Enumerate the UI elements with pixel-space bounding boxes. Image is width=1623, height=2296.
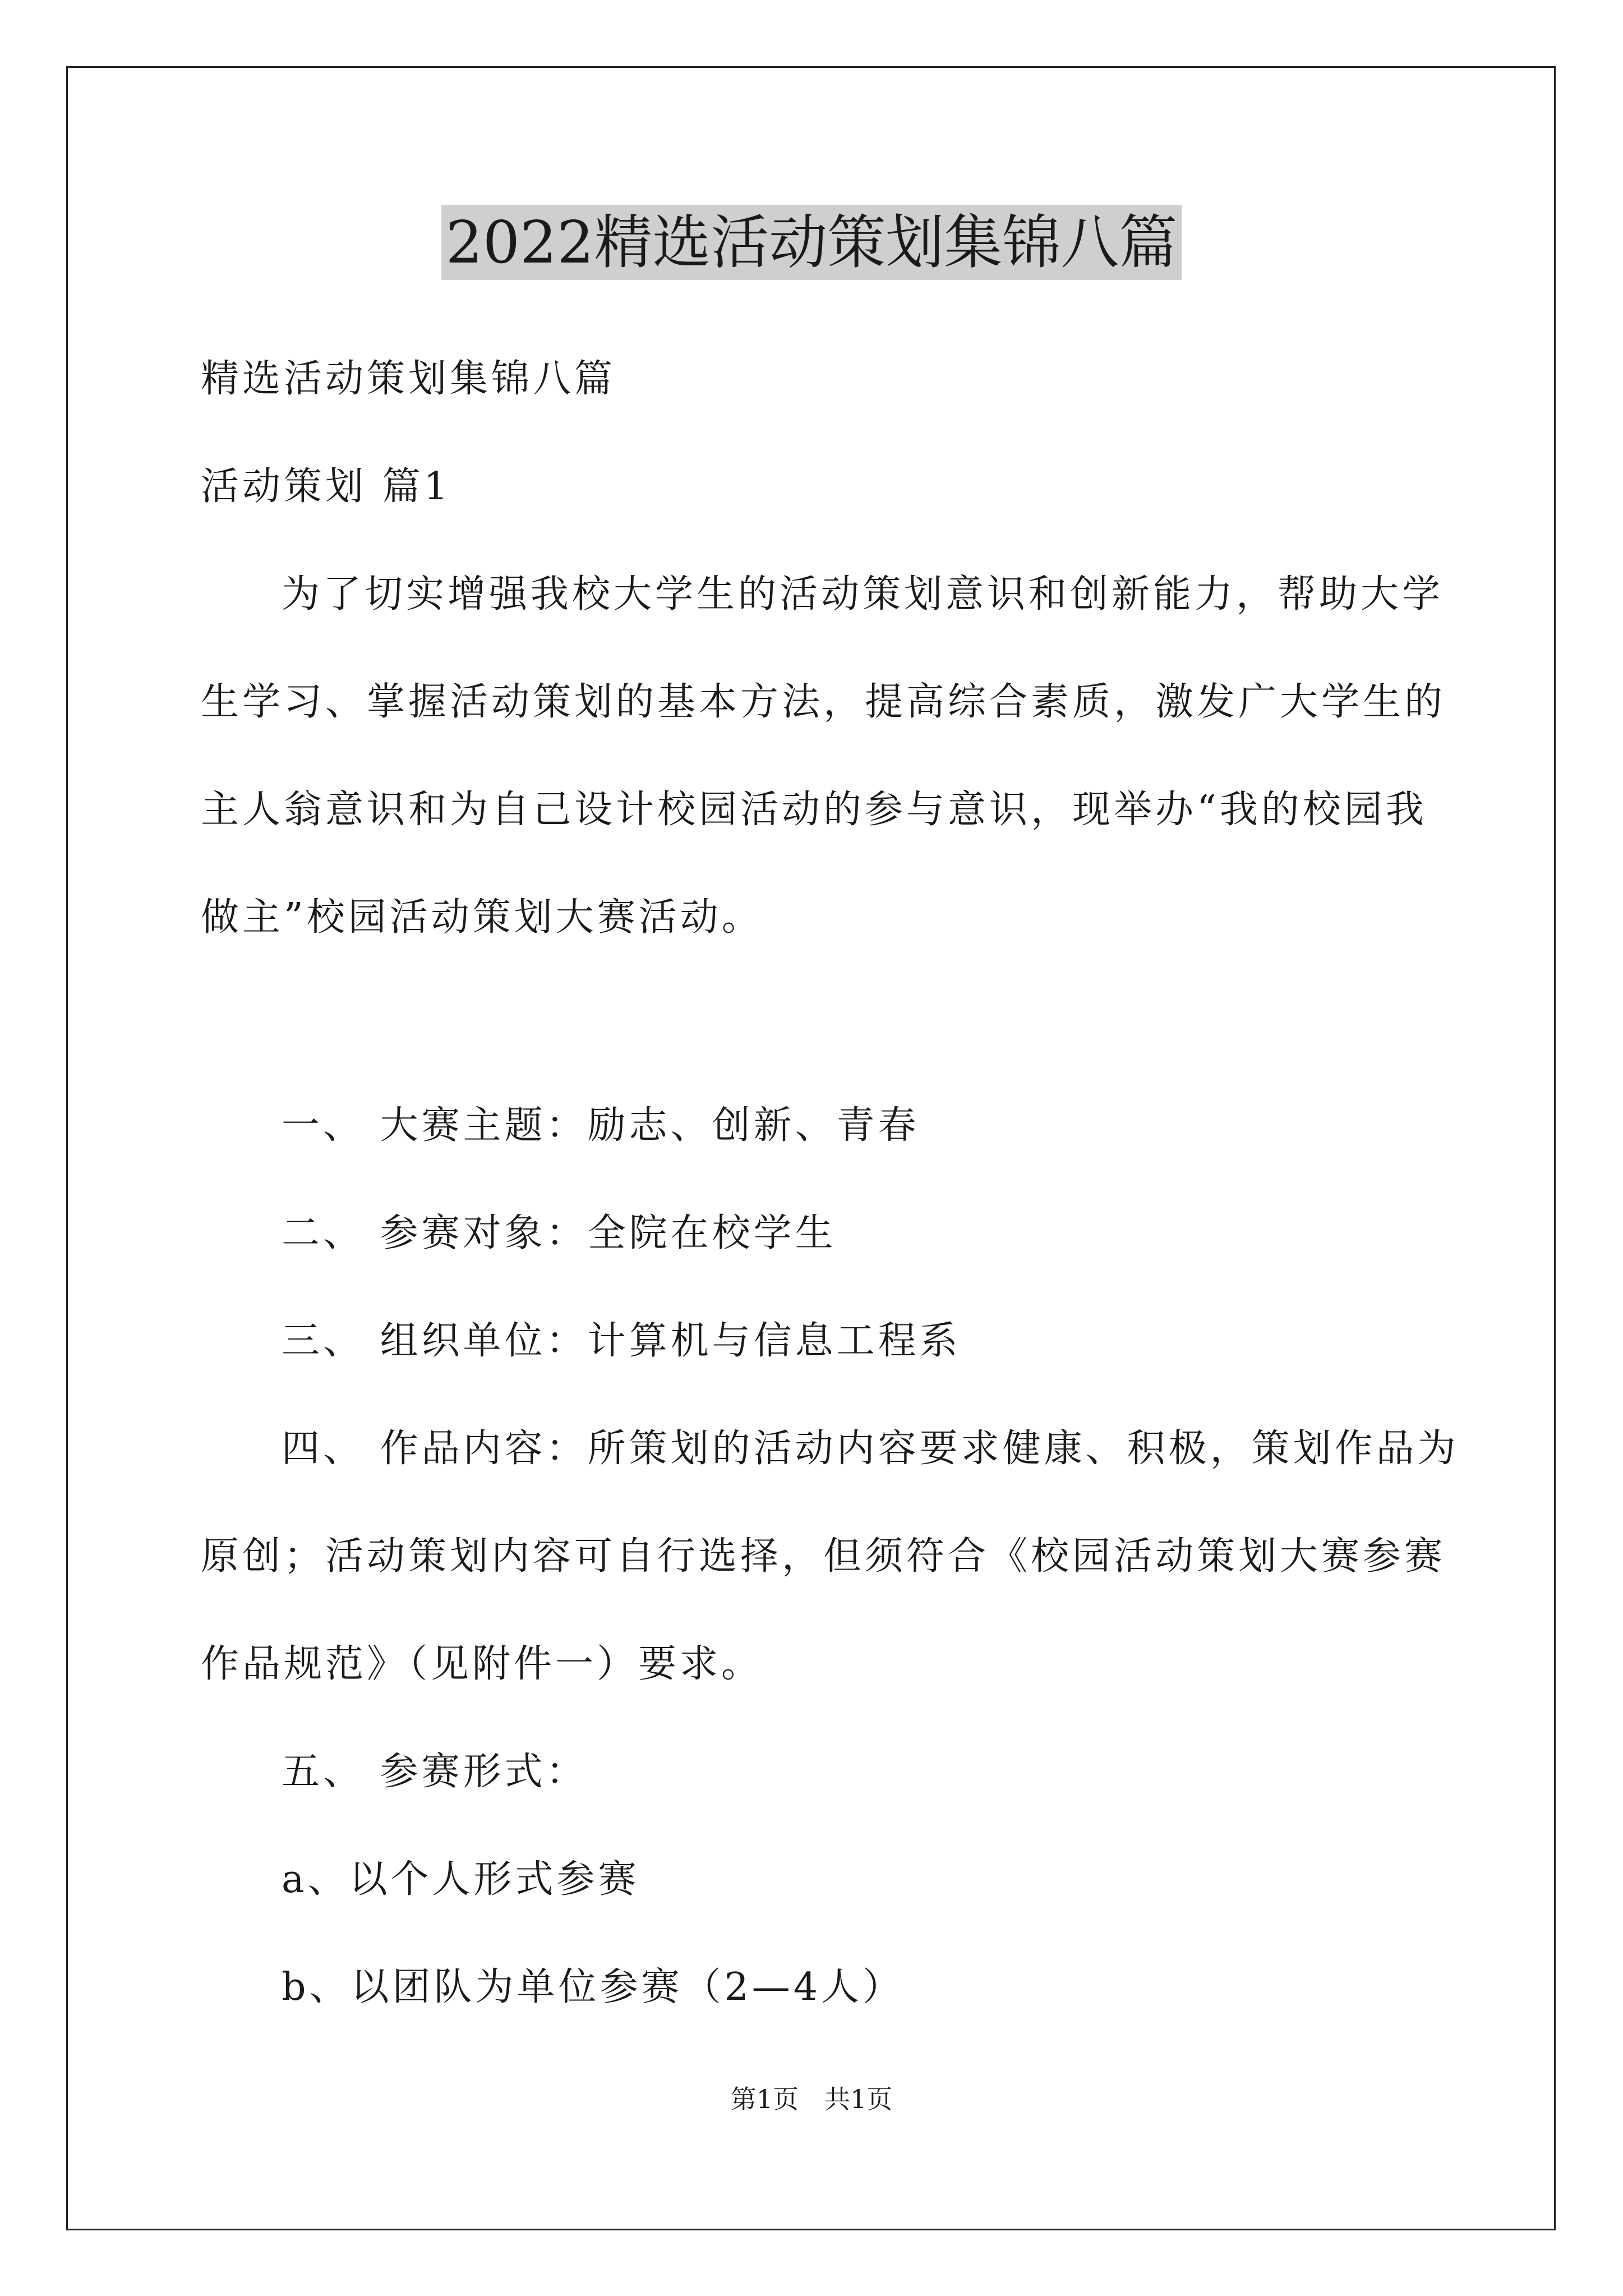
paragraph-line: 主人翁意识和为自己设计校园活动的参与意识，现举办“我的校园我 xyxy=(201,788,1427,832)
list-item-participants: 二、 参赛对象：全院在校学生 xyxy=(282,1211,837,1255)
subtitle: 精选活动策划集锦八篇 xyxy=(201,357,616,401)
list-item-theme: 一、 大赛主题：励志、创新、青春 xyxy=(282,1103,920,1148)
paragraph-line: 做主”校园活动策划大赛活动。 xyxy=(201,895,763,940)
list-item-organizer: 三、 组织单位：计算机与信息工程系 xyxy=(282,1319,961,1363)
list-item-team: b、以团队为单位参赛（2—4人） xyxy=(282,1965,905,2009)
list-item-individual: a、以个人形式参赛 xyxy=(282,1857,640,1902)
page-footer: 第1页 共1页 xyxy=(730,2084,893,2114)
paragraph-line: 作品规范》（见附件一）要求。 xyxy=(201,1642,763,1686)
list-item-format: 五、 参赛形式： xyxy=(282,1750,588,1794)
paragraph-line: 原创；活动策划内容可自行选择，但须符合《校园活动策划大赛参赛 xyxy=(201,1534,1446,1579)
document-title xyxy=(0,203,1623,282)
list-item-content: 四、 作品内容：所策划的活动内容要求健康、积极，策划作品为 xyxy=(282,1427,1459,1471)
paragraph-line: 为了切实增强我校大学生的活动策划意识和创新能力，帮助大学 xyxy=(282,572,1444,616)
section-heading: 活动策划 篇1 xyxy=(201,464,451,509)
title-text: 2022精选活动策划集锦八篇 xyxy=(441,205,1182,280)
paragraph-line: 生学习、掌握活动策划的基本方法，提高综合素质，激发广大学生的 xyxy=(201,680,1446,724)
